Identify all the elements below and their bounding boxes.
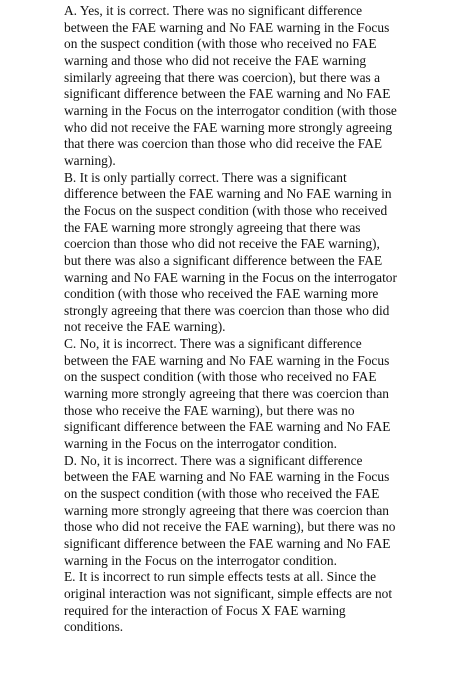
option-b: B. It is only partially correct. There was a significant difference between the FAE warning and No FAE warning in the Focus on the suspect condition (with those who received the FAE warning more strongly agreeing that there was coercion than those who did not receive the FAE warning), but there was also a significant difference between the FAE warning and No FAE warning in the Focus on the interrogator condition (with those who received the FAE warning more strongly agreeing that there was coercion than those who did not receive the FAE warning). (64, 169, 397, 335)
answer-options (64, 3, 468, 636)
option-e: E. It is incorrect to run simple effects tests at all. Since the original interaction was not significant, simple effects are not required for the interaction of Focus X FAE warning conditions. (64, 569, 393, 635)
option-c: C. No, it is incorrect. There was a significant difference between the FAE warning and No FAE warning in the Focus on the suspect condition (with those who received no FAE warning more strongly agreeing that there was coercion than those who receive the FAE warning), but there was no significant difference between the FAE warning and No FAE warning in the Focus on the interrogator condition. (64, 336, 391, 452)
option-d: D. No, it is incorrect. There was a significant difference between the FAE warning and No FAE warning in the Focus on the suspect condition (with those who received the FAE warning more strongly agreeing that there was coercion than those who did not receive the FAE warning), but there was no significant difference between the FAE warning and No FAE warning in the Focus on the interrogator condition. (64, 452, 396, 568)
option-a: A. Yes, it is correct. There was no significant difference between the FAE warning and No FAE warning in the Focus on the suspect condition (with those who received no FAE warning and those who did not receive the FAE warning similarly agreeing that there was coercion), but there was a significant difference between the FAE warning and No FAE warning in the Focus on the interrogator condition (with those who did not receive the FAE warning more strongly agreeing that there was coercion than those who did receive the FAE warning). (64, 3, 397, 168)
